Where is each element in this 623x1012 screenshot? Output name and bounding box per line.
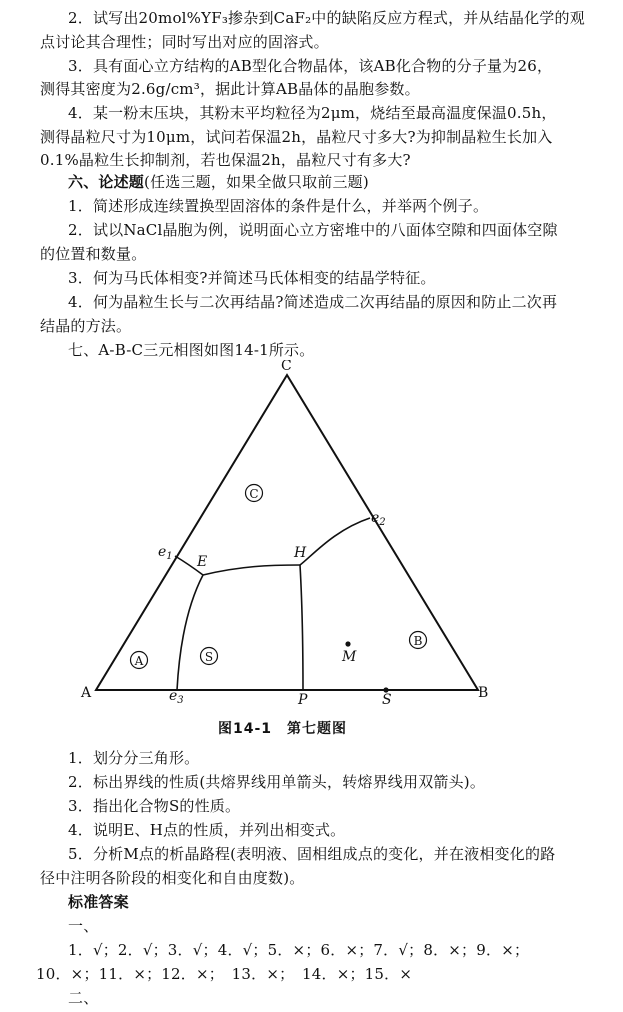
point-P-label: P	[298, 692, 308, 705]
boundary-E-e3	[177, 575, 203, 690]
task-3: 3．指出化合物S的性质。	[68, 797, 241, 815]
boundary-H-e2	[300, 518, 370, 565]
field-c-label: C	[249, 487, 259, 501]
essay-2-line-2: 的位置和数量。	[40, 245, 147, 263]
point-e1-label: $e_1$	[158, 544, 173, 562]
question-3-line-1: 3．具有面心立方结构的AB型化合物晶体，该AB化合物的分子量为26，	[68, 57, 553, 75]
question-4-line-1: 4．某一粉末压块，其粉末平均粒径为2μm，烧结至最高温度保温0.5h，	[68, 104, 557, 122]
essay-4-line-1: 4．何为晶粒生长与二次再结晶?简述造成二次再结晶的原因和防止二次再	[68, 293, 558, 311]
answer-row-1: 1．√；2．√；3．√；4．√；5．×；6．×；7．√；8．×；9．×；	[68, 941, 530, 959]
point-H-label: H	[294, 545, 307, 561]
essay-3: 3．何为马氏体相变?并简述马氏体相变的结晶学特征。	[68, 269, 436, 287]
field-a-label: A	[134, 654, 144, 668]
essay-4-line-2: 结晶的方法。	[40, 317, 132, 335]
task-1: 1．划分分三角形。	[68, 749, 200, 767]
figure-caption: 图14-1 第七题图	[218, 721, 348, 737]
field-s-label: S	[204, 650, 214, 664]
question-4-line-3: 0.1%晶粒生长抑制剂，若也保温2h，晶粒尺寸有多大?	[40, 151, 411, 169]
point-M-label: M	[342, 649, 357, 665]
section-6-note: (任选三题，如果全做只取前三题)	[144, 173, 369, 191]
answer-row-2: 10．×；11．×；12．×； 13．×； 14．×；15．×	[36, 965, 413, 983]
answer-part-1-label: 一、	[68, 917, 99, 935]
task-2: 2．标出界线的性质(共熔界线用单箭头，转熔界线用双箭头)。	[68, 773, 486, 791]
point-E-label: E	[197, 554, 208, 570]
task-5-line-2: 径中注明各阶段的相变化和自由度数)。	[40, 869, 305, 887]
point-e3-label: $e_3$	[169, 688, 184, 705]
answer-heading: 标准答案	[68, 893, 129, 911]
vertex-a-label: A	[81, 685, 92, 701]
vertex-c-label: C	[281, 360, 292, 374]
essay-1: 1．简述形成连续置换型固溶体的条件是什么，并举两个例子。	[68, 197, 489, 215]
field-b-label: B	[413, 634, 423, 648]
vertex-b-label: B	[478, 685, 489, 701]
essay-2-line-1: 2．试以NaCl晶胞为例，说明面心立方密堆中的八面体空隙和四面体空隙	[68, 221, 558, 239]
section-6-heading	[68, 172, 369, 192]
question-2-line-2: 点讨论其合理性；同时写出对应的固溶式。	[40, 33, 329, 51]
point-e2-label: $e_2$	[371, 510, 386, 528]
section-7-intro: 七、A-B-C三元相图如图14-1所示。	[68, 341, 315, 359]
point-S-label: S	[382, 692, 392, 705]
point-M-dot	[345, 641, 350, 646]
task-4: 4．说明E、H点的性质，并列出相变式。	[68, 821, 346, 839]
question-4-line-2: 测得晶粒尺寸为10μm，试问若保温2h，晶粒尺寸多大?为抑制晶粒生长加入	[40, 128, 553, 146]
boundary-H-P	[300, 565, 303, 690]
answer-part-2-label: 二、	[68, 989, 99, 1007]
question-3-line-2: 测得其密度为2.6g/cm³，据此计算AB晶体的晶胞参数。	[40, 80, 420, 98]
section-6-title: 六、论述题	[68, 173, 145, 191]
ternary-phase-diagram	[0, 360, 623, 705]
boundary-E-H	[203, 565, 300, 575]
question-2-line-1: 2．试写出20mol%YF₃掺杂到CaF₂中的缺陷反应方程式，并从结晶化学的观	[68, 9, 585, 27]
task-5-line-1: 5．分析M点的析晶路程(表明液、固相组成点的变化，并在液相变化的路	[68, 845, 556, 863]
